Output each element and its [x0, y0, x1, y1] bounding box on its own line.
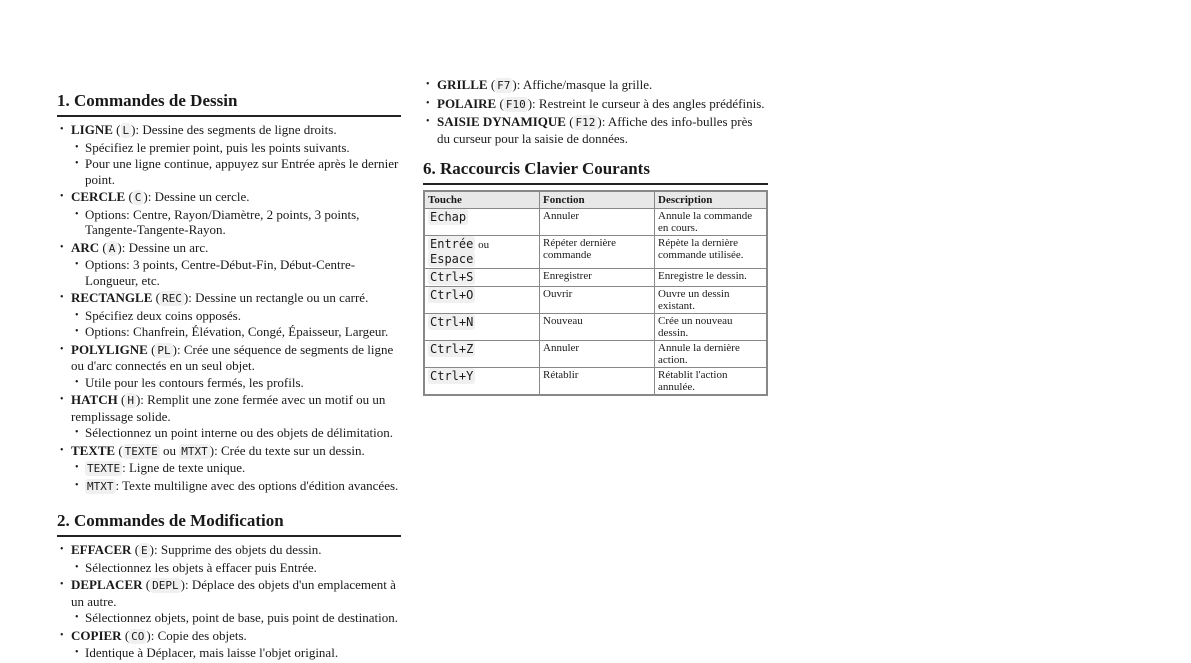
- column-header-key: Touche: [424, 191, 540, 209]
- modification-section: [57, 510, 401, 661]
- key-code: Entrée: [430, 237, 474, 251]
- command-name: GRILLE: [437, 77, 488, 92]
- command-code: C: [134, 191, 142, 204]
- key-code: Ctrl+S: [430, 270, 474, 284]
- or-text: ou: [478, 239, 490, 251]
- function-cell: Ouvrir: [540, 287, 655, 314]
- command-code: F7: [497, 79, 511, 92]
- command-name: POLYLIGNE: [71, 341, 148, 357]
- command-desc: : Supprime des objets du dessin.: [154, 542, 322, 557]
- table-row: [424, 341, 767, 368]
- command-name: DEPLACER: [71, 577, 143, 592]
- table-row: [424, 209, 767, 236]
- list-item-cercle: • CERCLE ( C ): Dessine un cercle. • Options: Centre, Rayon/Diamètre, 2 points, 3 points, Tangente-Tangente-Rayon.: [57, 189, 401, 238]
- command-name: COPIER: [71, 627, 122, 643]
- description-cell: Répète la dernière commande utilisée.: [655, 236, 768, 269]
- key-cell: [424, 341, 540, 368]
- command-code: E: [141, 544, 148, 557]
- key-cell: [424, 314, 540, 341]
- function-cell: Annuler: [540, 341, 655, 368]
- command-name: HATCH: [71, 392, 118, 407]
- command-desc: : Affiche/masque la grille.: [516, 77, 653, 92]
- sub-item-text: : Texte multiligne avec des options d'édition avancées.: [115, 477, 399, 493]
- key-code: Ctrl+Z: [430, 342, 474, 356]
- function-cell: Enregistrer: [540, 269, 655, 287]
- command-desc: : Dessine des segments de ligne droits.: [135, 122, 337, 137]
- key-cell: [424, 269, 540, 287]
- command-name: CERCLE: [71, 189, 126, 204]
- left-column: [57, 90, 401, 663]
- sub-item: • Pour une ligne continue, appuyez sur Entrée après le dernier point.: [71, 156, 401, 187]
- section-title-modification-commands: 2. Commandes de Modification: [57, 510, 401, 537]
- sub-item-text: : Ligne de texte unique.: [122, 460, 246, 475]
- sub-item: • Spécifiez le premier point, puis les points suivants.: [71, 140, 401, 156]
- section-title-shortcuts: 6. Raccourcis Clavier Courants: [423, 158, 768, 185]
- function-cell: Nouveau: [540, 314, 655, 341]
- list-item-copier: • COPIER ( CO ): Copie des objets. • Identique à Déplacer, mais laisse l'objet original.: [57, 628, 401, 661]
- function-cell: Rétablir: [540, 368, 655, 396]
- command-desc: : Affiche des info-bulles près du curseur pour la saisie de données.: [437, 114, 753, 146]
- description-cell: Crée un nouveau dessin.: [655, 314, 768, 341]
- sub-item: [71, 460, 401, 477]
- sub-item: • Options: Centre, Rayon/Diamètre, 2 points, 3 points, Tangente-Tangente-Rayon.: [71, 207, 401, 238]
- command-code: CO: [131, 629, 145, 643]
- command-desc: : Crée une séquence de segments de ligne ou d'arc connectés en un seul objet.: [71, 341, 394, 373]
- command-code: TEXTE: [87, 462, 121, 475]
- sub-item: • Sélectionnez les objets à effacer puis Entrée.: [71, 560, 401, 576]
- list-item-hatch: • HATCH ( H ): Remplit une zone fermée avec un motif ou un remplissage solide. • Sélectionnez un point interne ou des objets de délimitation.: [57, 392, 401, 441]
- table-row: [424, 368, 767, 396]
- column-header-function: Fonction: [540, 191, 655, 209]
- command-desc: : Dessine un rectangle ou un carré.: [188, 290, 369, 305]
- command-name: POLAIRE: [437, 95, 497, 111]
- key-cell: [424, 236, 540, 269]
- list-item-ligne: • LIGNE ( L ): Dessine des segments de ligne droits. • Spécifiez le premier point, puis les points suivants. • Pour une ligne continue, appuyez sur Entrée après le dernier point.: [57, 122, 401, 187]
- description-cell: Annule la commande en cours.: [655, 209, 768, 236]
- command-code: PL: [157, 343, 171, 357]
- list-item-polyligne: • POLYLIGNE ( PL ): Crée une séquence de segments de ligne ou d'arc connectés en un seul objet. • Utile pour les contours fermés, les profils.: [57, 342, 401, 391]
- sub-item: • Utile pour les contours fermés, les profils.: [71, 375, 401, 391]
- section-title-drawing-commands: 1. Commandes de Dessin: [57, 90, 401, 117]
- list-item-polaire: • POLAIRE ( F10 ): Restreint le curseur à des angles prédéfinis.: [423, 96, 768, 113]
- command-code: REC: [161, 292, 182, 305]
- table-header-row: [424, 191, 767, 209]
- command-desc: : Dessine un cercle.: [147, 189, 250, 204]
- right-column: [423, 77, 768, 396]
- key-code: Echap: [430, 210, 467, 224]
- list-item-grille: • GRILLE ( F7 ): Affiche/masque la grille.: [423, 77, 768, 94]
- sub-item: • Sélectionnez objets, point de base, puis point de destination.: [71, 610, 401, 626]
- or-text: ou: [163, 442, 177, 458]
- command-desc: : Crée du texte sur un dessin.: [214, 442, 365, 458]
- command-code: DEPL: [152, 579, 179, 592]
- table-row: [424, 269, 767, 287]
- command-code: L: [122, 124, 130, 137]
- drawing-aids-list: [423, 77, 768, 146]
- command-name: EFFACER: [71, 542, 132, 557]
- sub-item: • Options: 3 points, Centre-Début-Fin, Début-Centre-Longueur, etc.: [71, 257, 401, 288]
- command-name: SAISIE DYNAMIQUE: [437, 114, 566, 129]
- command-desc: : Restreint le curseur à des angles prédéfinis.: [532, 95, 765, 111]
- sub-item: • Options: Chanfrein, Élévation, Congé, Épaisseur, Largeur.: [71, 324, 401, 340]
- table-row: [424, 314, 767, 341]
- function-cell: Répéter dernière commande: [540, 236, 655, 269]
- modification-commands-list: [57, 542, 401, 661]
- description-cell: Ouvre un dessin existant.: [655, 287, 768, 314]
- table-row: [424, 287, 767, 314]
- command-name: ARC: [71, 239, 100, 255]
- key-cell: [424, 368, 540, 396]
- command-code: MTXT: [87, 479, 114, 493]
- key-code: Ctrl+O: [430, 288, 474, 302]
- sub-item: [71, 478, 401, 495]
- list-item-rectangle: • RECTANGLE ( REC ): Dessine un rectangle ou un carré. • Spécifiez deux coins opposés. • Options: Chanfrein, Élévation, Congé, Épaisseur, Largeur.: [57, 290, 401, 340]
- command-name: LIGNE: [71, 122, 113, 137]
- shortcuts-section: [423, 158, 768, 396]
- description-cell: Annule la dernière action.: [655, 341, 768, 368]
- key-code: Ctrl+N: [430, 315, 474, 329]
- command-desc: : Remplit une zone fermée avec un motif ou un remplissage solide.: [71, 392, 386, 424]
- sub-item: • Spécifiez deux coins opposés.: [71, 308, 401, 324]
- key-code: Espace: [430, 252, 474, 266]
- table-row: [424, 236, 767, 269]
- description-cell: Rétablit l'action annulée.: [655, 368, 768, 396]
- command-name: TEXTE: [71, 442, 116, 458]
- shortcuts-table: [423, 190, 768, 396]
- sub-item: • Identique à Déplacer, mais laisse l'objet original.: [71, 645, 401, 661]
- command-code: MTXT: [181, 444, 208, 458]
- command-name: RECTANGLE: [71, 290, 153, 305]
- command-desc: : Copie des objets.: [150, 627, 247, 643]
- list-item-arc: • ARC ( A ): Dessine un arc. • Options: 3 points, Centre-Début-Fin, Début-Centre-Longueur, etc.: [57, 240, 401, 289]
- list-item-saisie-dynamique: • SAISIE DYNAMIQUE ( F12 ): Affiche des info-bulles près du curseur pour la saisie de données.: [423, 114, 768, 146]
- command-code: F10: [505, 97, 526, 111]
- command-code: A: [108, 241, 116, 255]
- command-desc: : Dessine un arc.: [121, 239, 209, 255]
- command-code: H: [127, 394, 134, 407]
- list-item-effacer: • EFFACER ( E ): Supprime des objets du dessin. • Sélectionnez les objets à effacer puis Entrée.: [57, 542, 401, 575]
- drawing-commands-list: [57, 122, 401, 494]
- command-desc: : Déplace des objets d'un emplacement à un autre.: [71, 577, 396, 609]
- list-item-deplacer: • DEPLACER ( DEPL ): Déplace des objets d'un emplacement à un autre. • Sélectionnez objets, point de base, puis point de destination.: [57, 577, 401, 626]
- key-cell: [424, 287, 540, 314]
- column-header-description: Description: [655, 191, 768, 209]
- sub-item: • Sélectionnez un point interne ou des objets de délimitation.: [71, 425, 401, 441]
- key-cell: [424, 209, 540, 236]
- command-code: F12: [575, 116, 596, 129]
- list-item-texte: • TEXTE ( TEXTE ou MTXT ): Crée du texte sur un dessin. • TEXTE : Ligne de texte unique. • MTXT : Texte multiligne avec des options d'édition avancées.: [57, 443, 401, 495]
- command-code: TEXTE: [124, 444, 158, 458]
- key-code: Ctrl+Y: [430, 369, 474, 383]
- description-cell: Enregistre le dessin.: [655, 269, 768, 287]
- function-cell: Annuler: [540, 209, 655, 236]
